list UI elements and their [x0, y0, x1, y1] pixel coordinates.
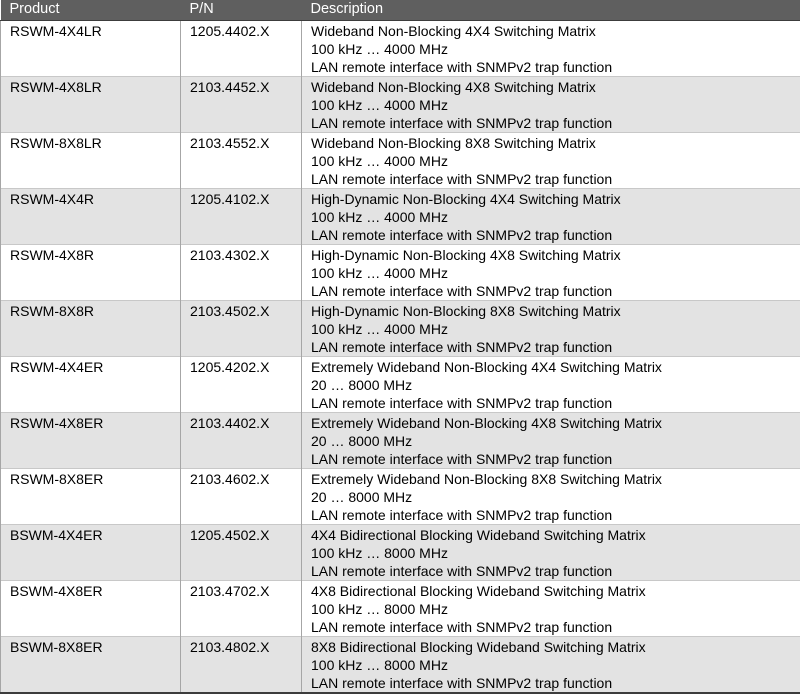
description-cell	[302, 132, 800, 188]
description-line-3: LAN remote interface with SNMPv2 trap function	[311, 450, 613, 467]
table-row	[1, 524, 800, 580]
description-line-1: Extremely Wideband Non-Blocking 4X4 Switching Matrix	[311, 358, 662, 375]
description-line-1: 8X8 Bidirectional Blocking Wideband Switching Matrix	[311, 638, 646, 655]
pn-cell: 2103.4802.X	[181, 636, 302, 693]
table-row	[1, 636, 800, 693]
table-row	[1, 20, 800, 76]
description-line-1: Wideband Non-Blocking 4X4 Switching Matrix	[311, 22, 596, 39]
description-line-1: Extremely Wideband Non-Blocking 4X8 Switching Matrix	[311, 414, 662, 431]
product-cell: RSWM-4X4R	[1, 188, 181, 244]
description-line-1: 4X8 Bidirectional Blocking Wideband Switching Matrix	[311, 582, 646, 599]
description-line-2: 100 kHz … 4000 MHz	[311, 40, 448, 57]
table-body	[1, 20, 800, 693]
product-cell: RSWM-8X8LR	[1, 132, 181, 188]
description-line-2: 20 … 8000 MHz	[311, 432, 413, 449]
description-line-1: Wideband Non-Blocking 8X8 Switching Matrix	[311, 134, 596, 151]
description-line-2: 20 … 8000 MHz	[311, 488, 413, 505]
description-line-2: 100 kHz … 4000 MHz	[311, 96, 448, 113]
description-cell	[302, 300, 800, 356]
product-cell: RSWM-4X4ER	[1, 356, 181, 412]
table-row	[1, 76, 800, 132]
description-line-1: High-Dynamic Non-Blocking 4X8 Switching Matrix	[311, 246, 621, 263]
description-line-2: 100 kHz … 8000 MHz	[311, 544, 448, 561]
product-cell: RSWM-4X8ER	[1, 412, 181, 468]
description-line-1: Wideband Non-Blocking 4X8 Switching Matrix	[311, 78, 596, 95]
description-line-3: LAN remote interface with SNMPv2 trap function	[311, 58, 613, 75]
description-line-1: High-Dynamic Non-Blocking 8X8 Switching Matrix	[311, 302, 621, 319]
pn-cell: 1205.4202.X	[181, 356, 302, 412]
description-line-2: 100 kHz … 4000 MHz	[311, 264, 448, 281]
description-line-3: LAN remote interface with SNMPv2 trap function	[311, 338, 613, 355]
description-line-2: 100 kHz … 8000 MHz	[311, 656, 448, 673]
table-row	[1, 132, 800, 188]
product-cell: RSWM-8X8R	[1, 300, 181, 356]
table-row	[1, 188, 800, 244]
description-line-3: LAN remote interface with SNMPv2 trap function	[311, 394, 613, 411]
product-cell: RSWM-8X8ER	[1, 468, 181, 524]
description-line-3: LAN remote interface with SNMPv2 trap function	[311, 226, 613, 243]
pn-cell: 1205.4402.X	[181, 20, 302, 76]
column-header-description: Description	[302, 0, 800, 20]
description-line-3: LAN remote interface with SNMPv2 trap function	[311, 506, 613, 523]
table-header	[1, 0, 800, 20]
description-cell	[302, 412, 800, 468]
table-row	[1, 412, 800, 468]
description-line-2: 100 kHz … 4000 MHz	[311, 320, 448, 337]
description-line-1: 4X4 Bidirectional Blocking Wideband Switching Matrix	[311, 526, 646, 543]
description-line-3: LAN remote interface with SNMPv2 trap function	[311, 674, 613, 691]
column-header-pn: P/N	[181, 0, 302, 20]
description-line-2: 20 … 8000 MHz	[311, 376, 413, 393]
description-line-1: Extremely Wideband Non-Blocking 8X8 Switching Matrix	[311, 470, 662, 487]
description-line-2: 100 kHz … 8000 MHz	[311, 600, 448, 617]
product-cell: RSWM-4X8R	[1, 244, 181, 300]
description-cell	[302, 580, 800, 636]
description-cell	[302, 356, 800, 412]
pn-cell: 1205.4102.X	[181, 188, 302, 244]
column-header-product: Product	[1, 0, 181, 20]
pn-cell: 2103.4602.X	[181, 468, 302, 524]
product-cell: BSWM-4X8ER	[1, 580, 181, 636]
product-cell: BSWM-8X8ER	[1, 636, 181, 693]
pn-cell: 2103.4302.X	[181, 244, 302, 300]
description-cell	[302, 468, 800, 524]
pn-cell: 2103.4402.X	[181, 412, 302, 468]
product-cell: BSWM-4X4ER	[1, 524, 181, 580]
pn-cell: 1205.4502.X	[181, 524, 302, 580]
pn-cell: 2103.4552.X	[181, 132, 302, 188]
description-line-3: LAN remote interface with SNMPv2 trap function	[311, 562, 613, 579]
pn-cell: 2103.4452.X	[181, 76, 302, 132]
description-line-3: LAN remote interface with SNMPv2 trap function	[311, 114, 613, 131]
description-line-1: High-Dynamic Non-Blocking 4X4 Switching Matrix	[311, 190, 621, 207]
description-cell	[302, 244, 800, 300]
table-row	[1, 244, 800, 300]
description-cell	[302, 188, 800, 244]
description-line-3: LAN remote interface with SNMPv2 trap function	[311, 282, 613, 299]
table-row	[1, 356, 800, 412]
pn-cell: 2103.4702.X	[181, 580, 302, 636]
table-row	[1, 300, 800, 356]
pn-cell: 2103.4502.X	[181, 300, 302, 356]
description-line-2: 100 kHz … 4000 MHz	[311, 152, 448, 169]
product-cell: RSWM-4X4LR	[1, 20, 181, 76]
description-line-2: 100 kHz … 4000 MHz	[311, 208, 448, 225]
description-line-3: LAN remote interface with SNMPv2 trap function	[311, 170, 613, 187]
table-row	[1, 468, 800, 524]
table-row	[1, 580, 800, 636]
description-cell	[302, 636, 800, 693]
description-line-3: LAN remote interface with SNMPv2 trap function	[311, 618, 613, 635]
header-row	[1, 0, 800, 20]
description-cell	[302, 76, 800, 132]
description-cell	[302, 20, 800, 76]
product-cell: RSWM-4X8LR	[1, 76, 181, 132]
description-cell	[302, 524, 800, 580]
